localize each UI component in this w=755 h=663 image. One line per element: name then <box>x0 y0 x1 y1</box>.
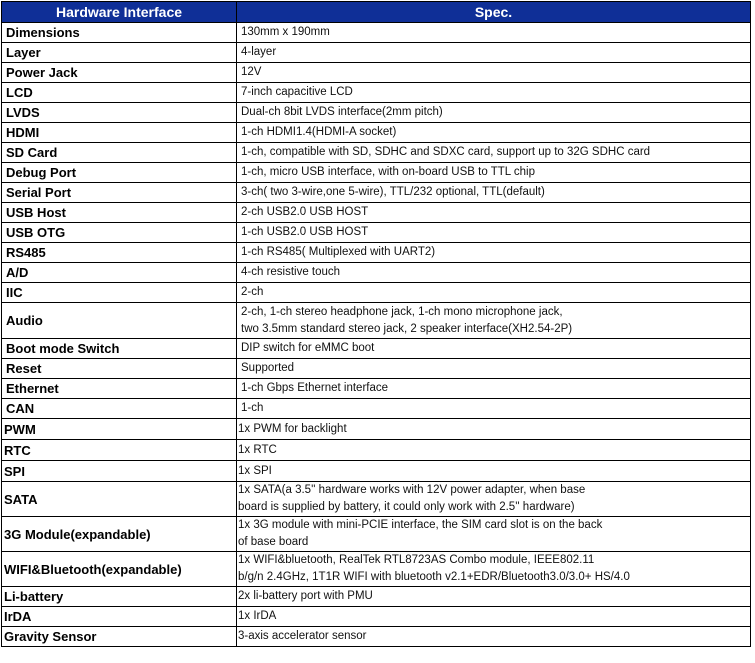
spec-line: 1x PWM for backlight <box>238 422 347 435</box>
interface-name: Li-battery <box>2 587 237 607</box>
interface-name: IIC <box>2 283 237 303</box>
spec-line: 2-ch USB2.0 USB HOST <box>241 206 369 218</box>
interface-name: Gravity Sensor <box>2 627 237 647</box>
interface-name: Layer <box>2 43 237 63</box>
header-hardware-interface: Hardware Interface <box>2 2 237 23</box>
spec-line: 1x 3G module with mini-PCIE interface, the SIM card slot is on the back <box>238 519 603 531</box>
table-row <box>2 223 751 243</box>
spec-line: 1x SATA(a 3.5'' hardware works with 12V power adapter, when base <box>238 484 586 496</box>
interface-name: Reset <box>2 359 237 379</box>
spec-line: 4-ch resistive touch <box>241 266 341 278</box>
table-row <box>2 627 751 647</box>
interface-name: USB Host <box>2 203 237 223</box>
interface-spec <box>237 440 751 461</box>
table-row <box>2 607 751 627</box>
table-row <box>2 399 751 419</box>
interface-name: RTC <box>2 440 237 461</box>
spec-line: 1-ch RS485( Multiplexed with UART2) <box>241 246 436 258</box>
header-spec: Spec. <box>237 2 751 23</box>
spec-line: 3-ch( two 3-wire,one 5-wire), TTL/232 optional, TTL(default) <box>241 186 545 198</box>
spec-line: 4-layer <box>241 46 277 58</box>
spec-line: 1-ch HDMI1.4(HDMI-A socket) <box>241 126 397 138</box>
interface-name: RS485 <box>2 243 237 263</box>
interface-spec <box>237 63 751 83</box>
interface-spec <box>237 627 751 647</box>
table-row <box>2 43 751 63</box>
interface-name: LVDS <box>2 103 237 123</box>
interface-name: CAN <box>2 399 237 419</box>
spec-line: 1-ch, compatible with SD, SDHC and SDXC card, support up to 32G SDHC card <box>241 146 651 158</box>
interface-spec <box>237 43 751 63</box>
interface-spec <box>237 23 751 43</box>
interface-name: PWM <box>2 419 237 440</box>
table-row <box>2 183 751 203</box>
spec-line: 1x SPI <box>238 464 272 477</box>
table-row <box>2 123 751 143</box>
spec-line: 1x RTC <box>238 443 277 456</box>
spec-line: 1-ch, micro USB interface, with on-board USB to TTL chip <box>241 166 536 178</box>
interface-name: Serial Port <box>2 183 237 203</box>
interface-name: Audio <box>2 303 237 339</box>
interface-name: SD Card <box>2 143 237 163</box>
interface-name: Debug Port <box>2 163 237 183</box>
interface-spec <box>237 163 751 183</box>
interface-spec <box>237 223 751 243</box>
spec-line: 1-ch <box>241 402 264 414</box>
table-row <box>2 440 751 461</box>
table-row <box>2 552 751 587</box>
hardware-spec-table <box>1 1 751 647</box>
table-row <box>2 419 751 440</box>
interface-spec <box>237 482 751 517</box>
spec-line: 2-ch <box>241 286 264 298</box>
interface-name: SPI <box>2 461 237 482</box>
spec-line: of base board <box>238 536 309 548</box>
interface-spec <box>237 461 751 482</box>
table-row <box>2 517 751 552</box>
interface-spec <box>237 123 751 143</box>
spec-line: Dual-ch 8bit LVDS interface(2mm pitch) <box>241 106 443 118</box>
spec-line: 1-ch USB2.0 USB HOST <box>241 226 369 238</box>
interface-spec <box>237 203 751 223</box>
interface-name: SATA <box>2 482 237 517</box>
table-row <box>2 163 751 183</box>
table-row <box>2 283 751 303</box>
spec-line: 1x IrDA <box>238 610 277 622</box>
table-row <box>2 587 751 607</box>
table-row <box>2 63 751 83</box>
table-row <box>2 339 751 359</box>
interface-spec <box>237 419 751 440</box>
table-row <box>2 379 751 399</box>
spec-line: board is supplied by battery, it could only work with 2.5'' hardware) <box>238 501 575 513</box>
spec-line: 130mm x 190mm <box>241 26 330 38</box>
interface-spec <box>237 379 751 399</box>
interface-spec <box>237 263 751 283</box>
interface-spec <box>237 399 751 419</box>
interface-spec <box>237 607 751 627</box>
table-row <box>2 83 751 103</box>
interface-name: Dimensions <box>2 23 237 43</box>
interface-name: HDMI <box>2 123 237 143</box>
table-header <box>2 2 751 23</box>
table-row <box>2 482 751 517</box>
interface-name: Ethernet <box>2 379 237 399</box>
spec-line: 1x WIFI&bluetooth, RealTek RTL8723AS Combo module, IEEE802.11 <box>238 554 595 566</box>
interface-spec <box>237 183 751 203</box>
table-row <box>2 203 751 223</box>
interface-spec <box>237 517 751 552</box>
interface-name: LCD <box>2 83 237 103</box>
interface-spec <box>237 83 751 103</box>
interface-spec <box>237 359 751 379</box>
interface-name: A/D <box>2 263 237 283</box>
table-row <box>2 461 751 482</box>
interface-spec <box>237 283 751 303</box>
spec-line: 1-ch Gbps Ethernet interface <box>241 382 389 394</box>
interface-spec <box>237 243 751 263</box>
interface-spec <box>237 339 751 359</box>
interface-name: USB OTG <box>2 223 237 243</box>
interface-name: Boot mode Switch <box>2 339 237 359</box>
table-row <box>2 303 751 339</box>
table-row <box>2 143 751 163</box>
header-row <box>2 2 751 23</box>
interface-spec <box>237 587 751 607</box>
spec-line: 2-ch, 1-ch stereo headphone jack, 1-ch mono microphone jack, <box>241 305 563 318</box>
interface-name: IrDA <box>2 607 237 627</box>
interface-spec <box>237 103 751 123</box>
interface-name: Power Jack <box>2 63 237 83</box>
spec-line: 3-axis accelerator sensor <box>238 630 367 642</box>
spec-line: 7-inch capacitive LCD <box>241 86 353 98</box>
spec-line: 2x li-battery port with PMU <box>238 590 373 602</box>
interface-spec <box>237 143 751 163</box>
table-row <box>2 243 751 263</box>
spec-line: 12V <box>241 66 262 78</box>
table-body <box>2 23 751 647</box>
interface-name: WIFI&Bluetooth(expandable) <box>2 552 237 587</box>
interface-spec <box>237 552 751 587</box>
table-row <box>2 103 751 123</box>
interface-spec <box>237 303 751 339</box>
spec-line: DIP switch for eMMC boot <box>241 342 375 354</box>
interface-name: 3G Module(expandable) <box>2 517 237 552</box>
spec-line: two 3.5mm standard stereo jack, 2 speaker interface(XH2.54-2P) <box>241 322 573 335</box>
table-row <box>2 263 751 283</box>
table-row <box>2 23 751 43</box>
table-row <box>2 359 751 379</box>
spec-line: Supported <box>241 362 295 374</box>
spec-line: b/g/n 2.4GHz, 1T1R WIFI with bluetooth v2.1+EDR/Bluetooth3.0/3.0+ HS/4.0 <box>238 571 630 583</box>
